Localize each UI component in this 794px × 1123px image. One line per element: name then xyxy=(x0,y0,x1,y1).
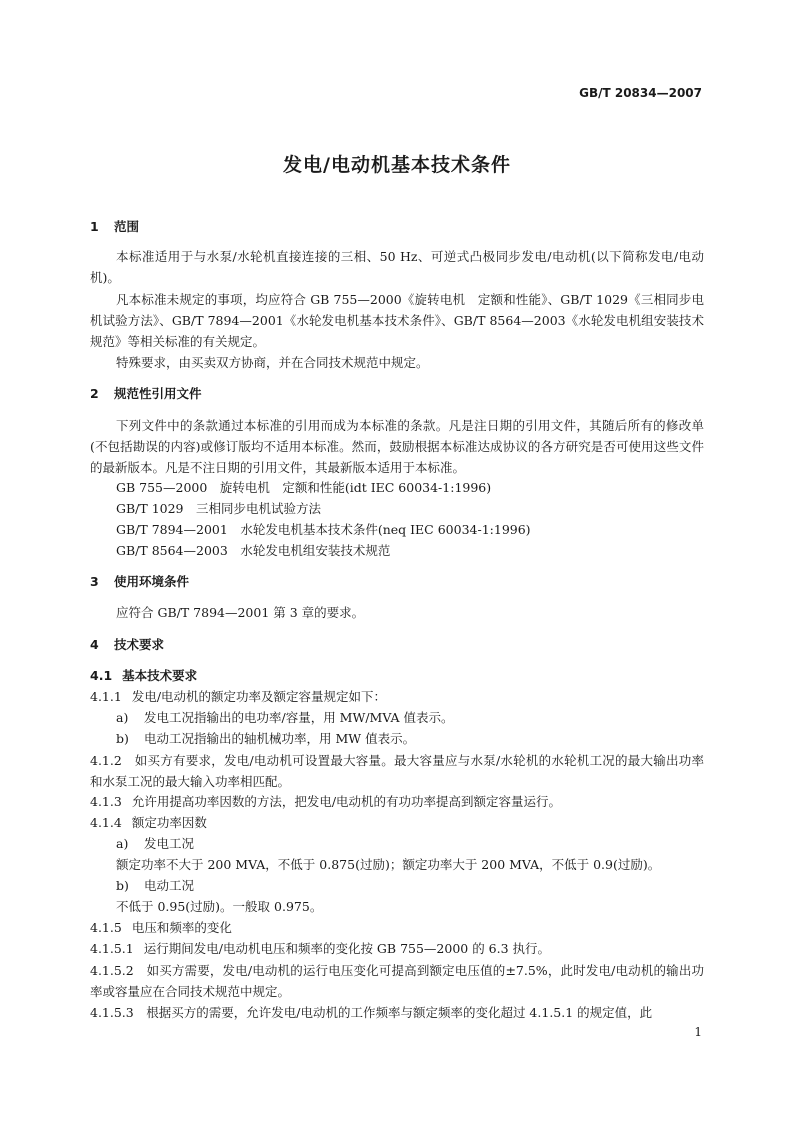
standard-number: GB/T 20834—2007 xyxy=(579,86,702,100)
paragraph: 下列文件中的条款通过本标准的引用而成为本标准的条款。凡是注日期的引用文件，其随后所有的修改单(不包括勘误的内容)或修订版均不适用本标准。然而，鼓励根据本标准达成协议的各方研究是否可使用这些文件的最新版本。凡是不注日期的引用文件，其最新版本适用于本标准。 xyxy=(90,418,704,475)
clause-text: 如买方需要，发电/电动机的运行电压变化可提高到额定电压值的±7.5%，此时发电/电动机的输出功率或容量应在合同技术规范中规定。 xyxy=(90,963,704,999)
list-marker: b) xyxy=(116,878,129,893)
clause-number: 4.1.5.3 xyxy=(90,1005,134,1020)
section-number: 2 xyxy=(90,386,99,401)
clause-text: 如买方有要求，发电/电动机可设置最大容量。最大容量应与水泵/水轮机的水轮机工况的最大输出功率和水泵工况的最大输入功率相匹配。 xyxy=(90,753,704,789)
list-item xyxy=(116,729,415,747)
section-title: 规范性引用文件 xyxy=(114,386,202,401)
page-number: 1 xyxy=(694,1025,702,1039)
section-4-heading xyxy=(90,635,164,653)
list-text: 发电工况指输出的电功率/容量，用 MW/MVA 值表示。 xyxy=(144,710,454,725)
clause-4-1-3 xyxy=(90,792,561,810)
subsection-title: 基本技术要求 xyxy=(122,668,198,683)
paragraph: 本标准适用于与水泵/水轮机直接连接的三相、50 Hz、可逆式凸极同步发电/电动机(以下简称发电/电动机)。 xyxy=(90,249,704,285)
subsection-heading xyxy=(90,666,197,684)
section-1-heading xyxy=(90,217,139,235)
clause-4-1-5-2 xyxy=(90,960,704,1002)
list-marker: a) xyxy=(116,710,129,725)
clause-4-1-5-1 xyxy=(90,939,550,957)
section-title: 技术要求 xyxy=(114,637,165,652)
clause-4-1-5-3 xyxy=(90,1002,704,1023)
paragraph: 应符合 GB/T 7894—2001 第 3 章的要求。 xyxy=(116,605,365,620)
subsection-number: 4.1 xyxy=(90,668,113,683)
list-item xyxy=(116,876,194,894)
clause-4-1-2 xyxy=(90,750,704,792)
clause-number: 4.1.5.2 xyxy=(90,963,134,978)
clause-text: 发电/电动机的额定功率及额定容量规定如下： xyxy=(131,689,387,704)
clause-number: 4.1.1 xyxy=(90,689,122,704)
list-text: 电动工况指输出的轴机械功率，用 MW 值表示。 xyxy=(144,731,416,746)
list-text: 发电工况 xyxy=(144,836,195,851)
paragraph: 凡本标准未规定的事项，均应符合 GB 755—2000《旋转电机 定额和性能》、GB/T 1029《三相同步电机试验方法》、GB/T 7894—2001《水轮发电机基本技术条件》、GB/T 8564—2003《水轮发电机组安装技术规范》等相关标准的有关规定。 xyxy=(90,292,704,349)
document-title: 发电/电动机基本技术条件 xyxy=(283,154,511,176)
clause-number: 4.1.4 xyxy=(90,815,122,830)
clause-4-1-5 xyxy=(90,918,232,936)
reference-item: GB/T 8564—2003 水轮发电机组安装技术规范 xyxy=(116,543,391,558)
clause-text: 运行期间发电/电动机电压和频率的变化按 GB 755—2000 的 6.3 执行。 xyxy=(143,941,551,956)
section-number: 3 xyxy=(90,574,99,589)
clause-number: 4.1.5.1 xyxy=(90,941,134,956)
clause-number: 4.1.3 xyxy=(90,794,122,809)
list-item xyxy=(116,834,194,852)
reference-item: GB 755—2000 旋转电机 定额和性能(idt IEC 60034-1:1996) xyxy=(116,480,492,495)
reference-item: GB/T 7894—2001 水轮发电机基本技术条件(neq IEC 60034-1:1996) xyxy=(116,522,531,537)
paragraph: 额定功率不大于 200 MVA，不低于 0.875(过励)；额定功率大于 200 MVA，不低于 0.9(过励)。 xyxy=(116,857,661,872)
section-3-heading xyxy=(90,572,189,590)
clause-4-1-1 xyxy=(90,687,386,705)
reference-item: GB/T 1029 三相同步电机试验方法 xyxy=(116,501,322,516)
list-text: 电动工况 xyxy=(144,878,195,893)
clause-4-1-4 xyxy=(90,813,207,831)
section-number: 4 xyxy=(90,637,99,652)
section-title: 范围 xyxy=(114,219,140,234)
clause-text: 电压和频率的变化 xyxy=(131,920,232,935)
list-item xyxy=(116,708,454,726)
section-title: 使用环境条件 xyxy=(114,574,190,589)
list-marker: a) xyxy=(116,836,129,851)
section-number: 1 xyxy=(90,219,99,234)
paragraph: 特殊要求，由买卖双方协商，并在合同技术规范中规定。 xyxy=(116,355,429,370)
clause-number: 4.1.5 xyxy=(90,920,122,935)
section-2-heading xyxy=(90,384,202,402)
clause-text: 根据买方的需要，允许发电/电动机的工作频率与额定频率的变化超过 4.1.5.1 的规定值，此 xyxy=(146,1005,653,1020)
clause-text: 允许用提高功率因数的方法，把发电/电动机的有功功率提高到额定容量运行。 xyxy=(131,794,562,809)
list-marker: b) xyxy=(116,731,129,746)
paragraph: 不低于 0.95(过励)。一般取 0.975。 xyxy=(116,899,323,914)
clause-number: 4.1.2 xyxy=(90,753,122,768)
clause-text: 额定功率因数 xyxy=(131,815,207,830)
